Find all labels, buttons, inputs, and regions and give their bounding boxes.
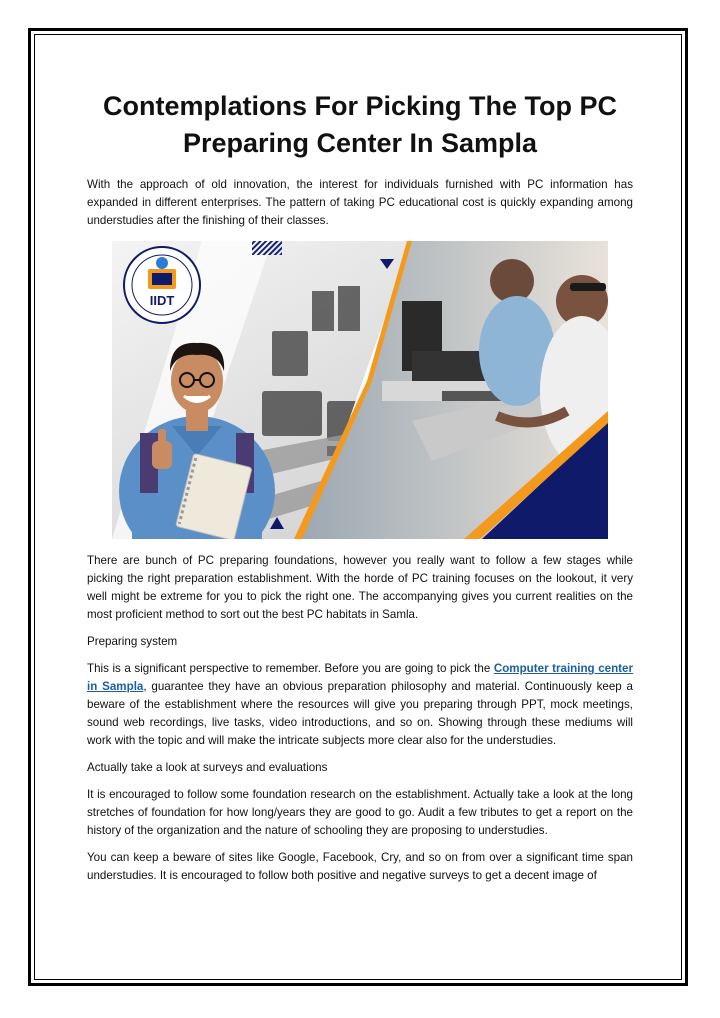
para3-after: , guarantee they have an obvious preparation philosophy and material. Continuously keep a beware of the establishment where the resources will give you preparing through PPT, mock meetings, sound web recordings, live tasks, video introductions, and so on. Showing through these mediums will work with the topic and will make the intricate subjects more clear also for the understudies. xyxy=(87,680,633,747)
iidt-logo xyxy=(124,247,200,323)
hatch-decoration xyxy=(252,241,282,255)
intro-paragraph: With the approach of old innovation, the interest for individuals furnished with PC information has expanded in different enterprises. The pattern of taking PC educational cost is quickly expanding among understudies after the finishing of their classes. xyxy=(87,178,633,227)
para3-before: This is a significant perspective to remember. Before you are going to pick the xyxy=(87,662,494,675)
hero-illustration xyxy=(112,241,608,539)
logo-text: IIDT xyxy=(149,293,175,308)
document-body xyxy=(87,88,633,894)
para-research: It is encouraged to follow some foundation research on the establishment. Actually take a look at the long stretches of foundation for how long/years they are good to go. Audit a few tributes to get a report on the history of the organization and the nature of schooling they are proposing to understudies. xyxy=(87,788,633,837)
para-choosing-steps: There are bunch of PC preparing foundations, however you really want to follow a few stages while picking the right preparation establishment. With the horde of PC training focuses on the lookout, it very well might be extreme for you to pick the right one. The accompanying gives you current realities on the most proficient method to sort out the best PC habitats in Samla. xyxy=(87,554,633,621)
page-title: Contemplations For Picking The Top PC Preparing Center In Sampla xyxy=(102,91,617,158)
para-preparing-system xyxy=(87,660,633,750)
heading-preparing-system: Preparing system xyxy=(87,635,178,648)
para-review-sites: You can keep a beware of sites like Google, Facebook, Cry, and so on from over a significant time span understudies. It is encouraged to follow both positive and negative surveys to get a decent image of xyxy=(87,851,633,882)
computer-training-center-link[interactable]: Computer training center in Sampla xyxy=(87,662,633,693)
hero-image xyxy=(112,241,608,539)
heading-surveys: Actually take a look at surveys and evaluations xyxy=(87,761,328,774)
